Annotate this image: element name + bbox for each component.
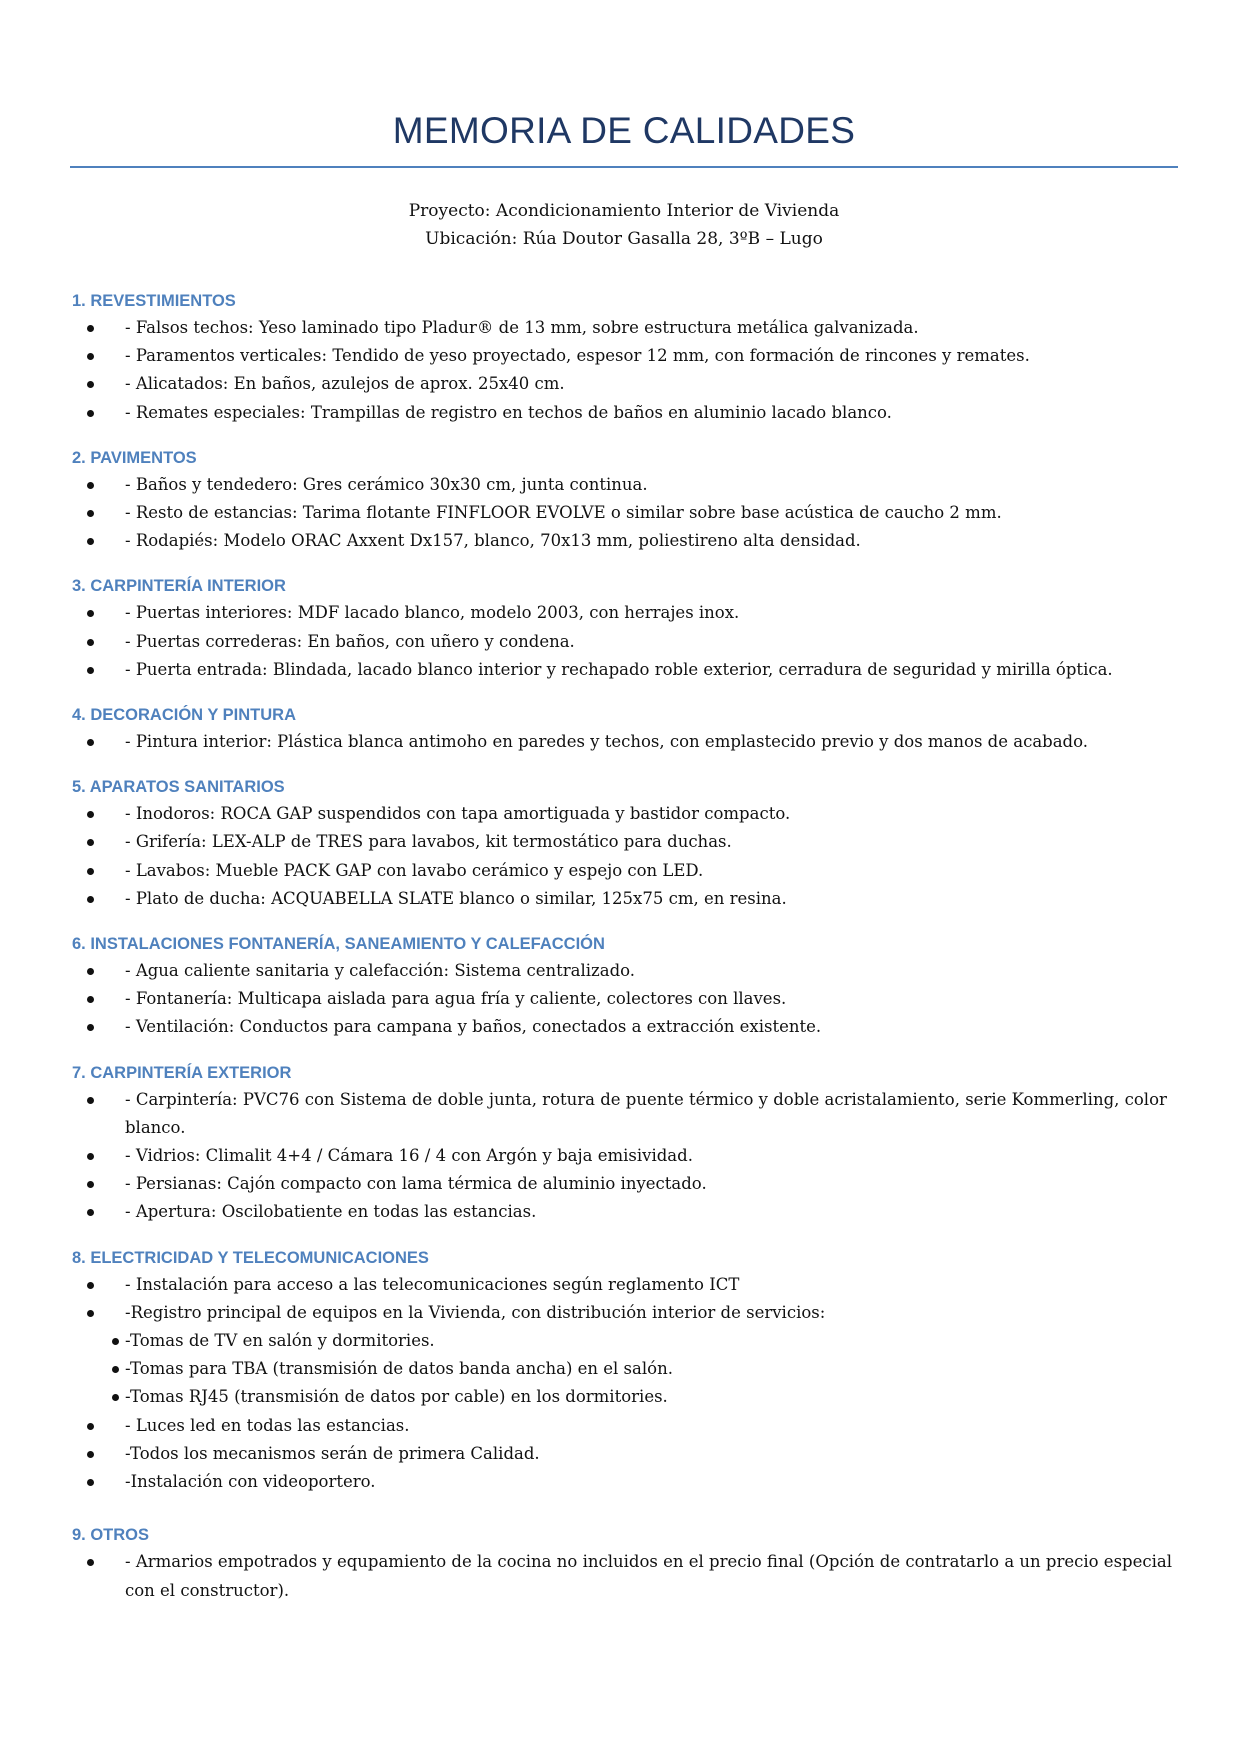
bullet-icon	[112, 1338, 119, 1345]
bullet-icon	[87, 811, 94, 818]
list-item	[72, 499, 1182, 527]
bullet-icon	[87, 868, 94, 875]
location-line: Ubicación: Rúa Doutor Gasalla 28, 3ºB – Lugo	[425, 229, 823, 249]
list-item-text: - Vidrios: Climalit 4+4 / Cámara 16 / 4 con Argón y baja emisividad.	[125, 1146, 693, 1166]
list-item	[72, 1198, 1182, 1226]
list-item	[72, 1299, 1182, 1327]
list-item-text: - Apertura: Oscilobatiente en todas las estancias.	[125, 1202, 537, 1222]
list-item-text: - Inodoros: ROCA GAP suspendidos con tapa amortiguada y bastidor compacto.	[125, 804, 791, 824]
list-item-text: - Alicatados: En baños, azulejos de aprox. 25x40 cm.	[125, 374, 565, 394]
list-item	[72, 985, 1182, 1013]
list-item-text: - Paramentos verticales: Tendido de yeso proyectado, espesor 12 mm, con formación de rincones y remates.	[125, 346, 1030, 366]
bullet-icon	[87, 538, 94, 545]
bullet-icon	[87, 968, 94, 975]
list-item	[72, 1013, 1182, 1041]
section	[72, 702, 1182, 756]
bullet-icon	[87, 1423, 94, 1430]
section-list	[72, 314, 1182, 427]
bullet-icon	[87, 1209, 94, 1216]
list-item-text: - Fontanería: Multicapa aislada para agua fría y caliente, colectores con llaves.	[125, 989, 787, 1009]
list-item	[72, 885, 1182, 913]
list-item-text: - Armarios empotrados y equpamiento de la cocina no incluidos en el precio final (Opción de contratarlo a un precio especial con el constructor).	[125, 1552, 1178, 1600]
list-item-text: - Rodapiés: Modelo ORAC Axxent Dx157, blanco, 70x13 mm, poliestireno alta densidad.	[125, 531, 861, 551]
sub-list-item	[72, 1383, 1182, 1411]
list-item	[72, 599, 1182, 627]
list-item	[72, 857, 1182, 885]
list-item	[72, 1170, 1182, 1198]
list-item	[72, 1412, 1182, 1440]
list-item-text: - Resto de estancias: Tarima flotante FINFLOOR EVOLVE o similar sobre base acústica de caucho 2 mm.	[125, 503, 1002, 523]
section-heading: 5. APARATOS SANITARIOS	[72, 778, 285, 797]
list-item	[72, 314, 1182, 342]
bullet-icon	[87, 667, 94, 674]
bullet-icon	[87, 996, 94, 1003]
bullet-icon	[87, 1310, 94, 1317]
bullet-icon	[112, 1366, 119, 1373]
list-item	[72, 1271, 1182, 1299]
bullet-icon	[112, 1394, 119, 1401]
list-item-text: - Puerta entrada: Blindada, lacado blanco interior y rechapado roble exterior, cerradura de seguridad y mirilla óptica.	[125, 659, 1113, 679]
bullet-icon	[87, 896, 94, 903]
list-item	[72, 656, 1182, 684]
bullet-icon	[87, 639, 94, 646]
bullet-icon	[87, 325, 94, 332]
section-heading: 1. REVESTIMIENTOS	[72, 292, 236, 310]
list-item-text: -Tomas para TBA (transmisión de datos banda ancha) en el salón.	[125, 1359, 673, 1379]
project-line: Proyecto: Acondicionamiento Interior de Vivienda	[408, 201, 840, 221]
bullet-icon	[87, 610, 94, 617]
sub-list-item	[72, 1355, 1182, 1383]
list-item	[72, 1142, 1182, 1170]
list-item-text: - Baños y tendedero: Gres cerámico 30x30 cm, junta continua.	[125, 474, 648, 494]
list-item-text: - Instalación para acceso a las telecomunicaciones según reglamento ICT	[125, 1274, 740, 1294]
bullet-icon	[87, 1153, 94, 1160]
bullet-icon	[87, 482, 94, 489]
section-list	[72, 1271, 1182, 1497]
list-item-text: - Ventilación: Conductos para campana y baños, conectados a extracción existente.	[125, 1017, 822, 1037]
list-item	[72, 527, 1182, 555]
list-item-text: - Plato de ducha: ACQUABELLA SLATE blanco o similar, 125x75 cm, en resina.	[125, 888, 787, 908]
list-item-text: -Tomas RJ45 (transmisión de datos por cable) en los dormitories.	[125, 1387, 668, 1407]
section-list	[72, 1548, 1182, 1604]
section	[72, 774, 1182, 913]
section-heading: 9. OTROS	[72, 1526, 150, 1545]
list-item-text: - Carpintería: PVC76 con Sistema de doble junta, rotura de puente térmico y doble acristalamiento, serie Kommerling, color blanco.	[125, 1089, 1173, 1137]
list-item-text: -Instalación con videoportero.	[125, 1472, 376, 1492]
section-heading: 4. DECORACIÓN Y PINTURA	[72, 706, 297, 725]
list-item-text: -Todos los mecanismos serán de primera Calidad.	[125, 1443, 540, 1463]
list-item	[72, 1548, 1182, 1604]
bullet-icon	[87, 1181, 94, 1188]
section-heading: 2. PAVIMENTOS	[72, 448, 197, 467]
list-item	[72, 342, 1182, 370]
section-heading: 7. CARPINTERÍA EXTERIOR	[72, 1063, 292, 1082]
list-item	[72, 828, 1182, 856]
bullet-icon	[87, 1479, 94, 1486]
list-item-text: - Falsos techos: Yeso laminado tipo Pladur® de 13 mm, sobre estructura metálica galvanizada.	[125, 318, 919, 337]
list-item	[72, 1440, 1182, 1468]
title-divider	[70, 166, 1178, 168]
section-list	[72, 471, 1182, 556]
list-item-text: - Grifería: LEX-ALP de TRES para lavabos, kit termostático para duchas.	[125, 832, 732, 852]
section-heading: 3. CARPINTERÍA INTERIOR	[72, 577, 286, 596]
bullet-icon	[87, 381, 94, 388]
list-item-text: -Tomas de TV en salón y dormitories.	[125, 1331, 435, 1351]
bullet-icon	[87, 1097, 94, 1104]
section-list	[72, 1086, 1182, 1227]
section	[72, 445, 1182, 556]
bullet-icon	[87, 1024, 94, 1031]
bullet-icon	[87, 510, 94, 517]
list-item-text: - Lavabos: Mueble PACK GAP con lavabo cerámico y espejo con LED.	[125, 860, 704, 880]
list-item-text: -Registro principal de equipos en la Vivienda, con distribución interior de servicios:	[125, 1302, 826, 1322]
bullet-icon	[87, 1559, 94, 1566]
bullet-icon	[87, 353, 94, 360]
section	[72, 573, 1182, 684]
section	[72, 931, 1182, 1042]
list-item	[72, 628, 1182, 656]
section-heading: 8. ELECTRICIDAD Y TELECOMUNICACIONES	[72, 1248, 429, 1267]
bullet-icon	[87, 739, 94, 746]
bullet-icon	[87, 1451, 94, 1458]
list-item	[72, 1086, 1182, 1142]
list-item-text: - Pintura interior: Plástica blanca antimoho en paredes y techos, con emplastecido previo y dos manos de acabado.	[125, 732, 1089, 752]
list-item	[72, 800, 1182, 828]
list-item	[72, 957, 1182, 985]
list-item-text: - Puertas interiores: MDF lacado blanco, modelo 2003, con herrajes inox.	[125, 603, 740, 623]
list-item-text: - Remates especiales: Trampillas de registro en techos de baños en aluminio lacado blanco.	[125, 402, 892, 422]
list-item	[72, 1468, 1182, 1496]
section	[72, 288, 1182, 427]
document-title: MEMORIA DE CALIDADES	[392, 110, 856, 151]
section	[72, 1060, 1182, 1227]
list-item-text: - Luces led en todas las estancias.	[125, 1415, 410, 1435]
sub-list-item	[72, 1327, 1182, 1355]
bullet-icon	[87, 1282, 94, 1289]
list-item-text: - Puertas correderas: En baños, con uñero y condena.	[125, 631, 575, 651]
section-list	[72, 728, 1182, 756]
bullet-icon	[87, 410, 94, 417]
list-item	[72, 399, 1182, 427]
section-list	[72, 957, 1182, 1042]
section-list	[72, 800, 1182, 913]
list-item	[72, 370, 1182, 398]
bullet-icon	[87, 839, 94, 846]
list-item-text: - Persianas: Cajón compacto con lama térmica de aluminio inyectado.	[125, 1174, 707, 1194]
list-item	[72, 471, 1182, 499]
list-item	[72, 728, 1182, 756]
section-heading: 6. INSTALACIONES FONTANERÍA, SANEAMIENTO Y CALEFACCIÓN	[72, 935, 605, 954]
section	[72, 1522, 1182, 1604]
list-item-text: - Agua caliente sanitaria y calefacción: Sistema centralizado.	[125, 961, 636, 981]
section-list	[72, 599, 1182, 684]
sections-container	[72, 270, 1182, 1605]
section	[72, 1245, 1182, 1497]
